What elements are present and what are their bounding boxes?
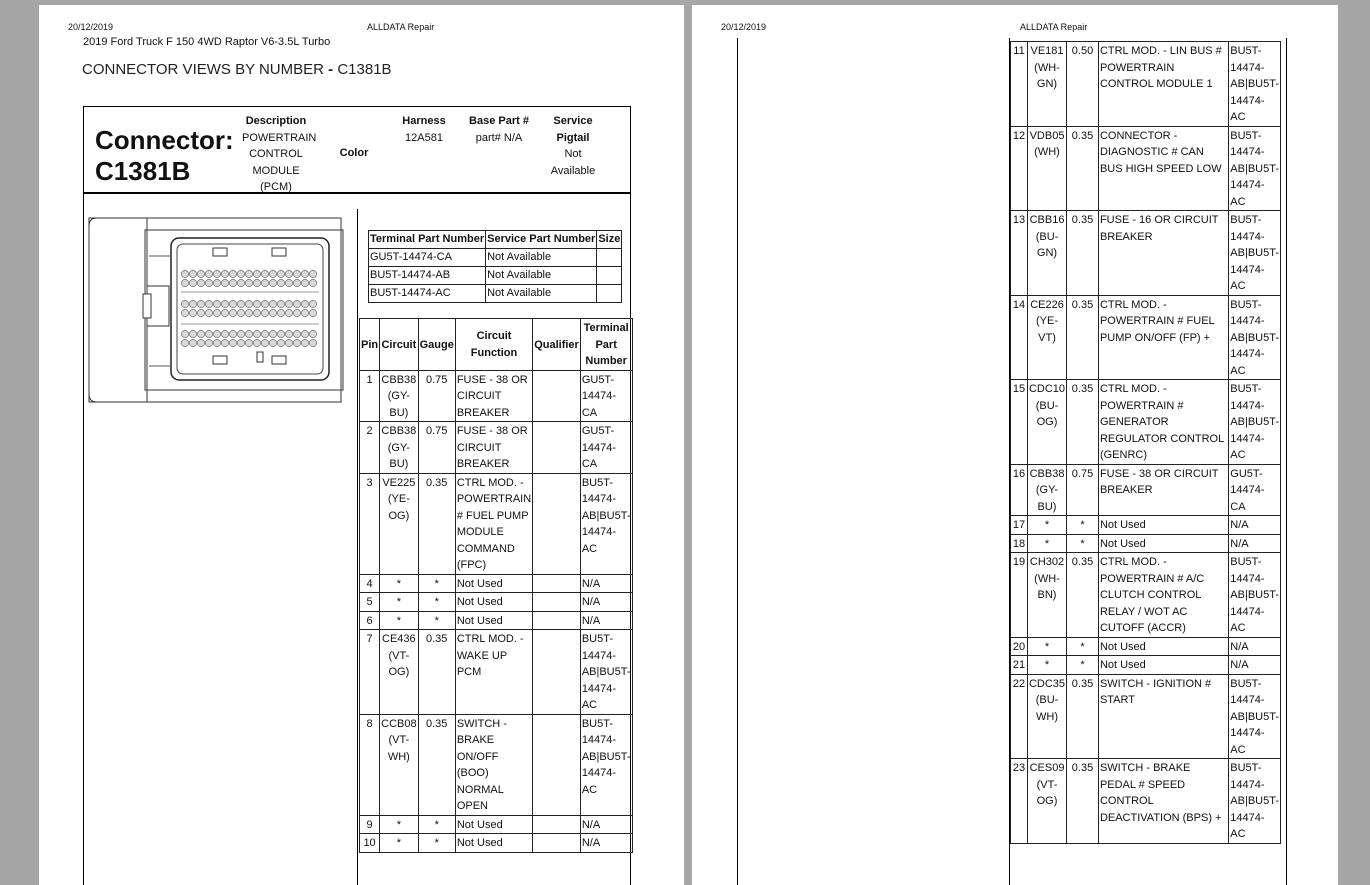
connector-label-line2: C1381B — [95, 156, 191, 186]
pin-cell: 20 — [1011, 637, 1028, 656]
circuit-cell: CE436 (VT-OG) — [380, 630, 418, 715]
gauge-cell: 0.75 — [1067, 464, 1099, 516]
pin-cell: 1 — [360, 370, 380, 422]
terminal-part-table — [368, 230, 622, 303]
table-row — [1011, 516, 1281, 535]
gauge-cell: 0.35 — [1067, 380, 1099, 465]
function-cell: Not Used — [455, 574, 532, 593]
description-block — [242, 113, 317, 196]
pin-cell: 23 — [1011, 759, 1028, 844]
gauge-cell: * — [418, 611, 455, 630]
table-row — [1011, 380, 1281, 465]
gauge-cell: 0.35 — [1067, 295, 1099, 380]
description-line: (PCM) — [260, 181, 292, 193]
page-2-left-rule — [737, 38, 738, 885]
pin-table-page-1 — [359, 318, 633, 853]
circuit-cell: CBB38 (GY-BU) — [380, 370, 418, 422]
table-row — [369, 285, 622, 303]
function-cell: CTRL MOD. - LIN BUS # POWERTRAIN CONTROL MODULE 1 — [1098, 42, 1228, 127]
service-sub-label: Pigtail — [556, 131, 590, 144]
terminal-part-cell: BU5T-14474-AB|BU5T-14474-AC — [1229, 126, 1281, 211]
base-part-label: Base Part # — [469, 115, 529, 127]
circuit-cell: CBB38 (GY-BU) — [1027, 464, 1066, 516]
table-row — [360, 714, 633, 815]
gauge-cell: * — [1067, 534, 1099, 553]
qualifier-cell — [533, 473, 581, 574]
pin-cell: 22 — [1011, 674, 1028, 759]
circuit-cell: * — [1027, 516, 1066, 535]
color-block — [334, 145, 374, 162]
color-label: Color — [339, 147, 369, 159]
pin-cell: 5 — [360, 593, 380, 612]
pin-cell: 21 — [1011, 656, 1028, 675]
table-row — [360, 815, 633, 834]
description-label: Description — [245, 115, 307, 127]
function-cell: CTRL MOD. - POWERTRAIN # A/C CLUTCH CONTROL RELAY / WOT AC CUTOFF (ACCR) — [1098, 553, 1228, 638]
pin-cell: 4 — [360, 574, 380, 593]
terminal-table-header: Service Part Number — [486, 231, 597, 249]
service-value-line: Available — [550, 164, 596, 177]
terminal-part-column-header: Terminal Part Number — [580, 319, 632, 371]
gauge-cell: 0.35 — [418, 473, 455, 574]
document-title-connector-id: C1381B — [337, 61, 392, 78]
pin-cell: 17 — [1011, 516, 1028, 535]
terminal-table-header: Terminal Part Number — [369, 231, 486, 249]
service-block — [540, 113, 606, 179]
table-row — [360, 630, 633, 715]
table-row — [369, 267, 622, 285]
terminal-part-cell: N/A — [580, 611, 632, 630]
function-cell: Not Used — [455, 611, 532, 630]
circuit-cell: VE181 (WH-GN) — [1027, 42, 1066, 127]
gauge-cell: 0.35 — [1067, 126, 1099, 211]
pin-cell: 3 — [360, 473, 380, 574]
pin-cell: 7 — [360, 630, 380, 715]
gauge-cell: 0.50 — [1067, 42, 1099, 127]
table-row — [360, 473, 633, 574]
connector-label — [95, 125, 234, 187]
circuit-cell: * — [380, 574, 418, 593]
circuit-cell: CBB38 (GY-BU) — [380, 422, 418, 474]
pin-cell: 6 — [360, 611, 380, 630]
circuit-cell: CCB08 (VT-WH) — [380, 714, 418, 815]
header-divider — [84, 193, 630, 194]
gauge-cell: 0.35 — [418, 630, 455, 715]
description-line: CONTROL — [249, 148, 303, 160]
document-page-2 — [692, 5, 1338, 885]
document-page-1 — [39, 5, 684, 885]
circuit-column-header: Circuit — [380, 319, 418, 371]
table-row — [360, 370, 633, 422]
description-line: MODULE — [252, 164, 300, 177]
table-row — [1011, 534, 1281, 553]
circuit-cell: * — [380, 834, 418, 853]
table-row — [1011, 637, 1281, 656]
circuit-cell: CDC10 (BU-OG) — [1027, 380, 1066, 465]
pin-cell: 18 — [1011, 534, 1028, 553]
connector-header — [84, 107, 630, 193]
terminal-part-cell: BU5T-14474-AB|BU5T-14474-AC — [580, 473, 632, 574]
circuit-cell: * — [380, 815, 418, 834]
qualifier-cell — [533, 611, 581, 630]
pin-cell: 16 — [1011, 464, 1028, 516]
header-date: 20/12/2019 — [721, 22, 767, 32]
qualifier-column-header: Qualifier — [533, 319, 581, 371]
terminal-part-cell: N/A — [1229, 534, 1281, 553]
function-cell: Not Used — [455, 593, 532, 612]
gauge-cell: 0.35 — [418, 714, 455, 815]
table-row — [360, 593, 633, 612]
gauge-cell: * — [418, 834, 455, 853]
terminal-part-cell: N/A — [1229, 656, 1281, 675]
table-row — [1011, 295, 1281, 380]
gauge-cell: * — [1067, 637, 1099, 656]
document-title — [82, 61, 392, 78]
service-part-cell: Not Available — [486, 285, 597, 303]
size-cell — [597, 267, 622, 285]
gauge-cell: 0.35 — [1067, 211, 1099, 296]
function-cell: Not Used — [455, 815, 532, 834]
terminal-part-cell: N/A — [580, 815, 632, 834]
qualifier-cell — [533, 593, 581, 612]
terminal-part-cell: GU5T-14474-CA — [369, 249, 486, 267]
pin-column-header: Pin — [360, 319, 380, 371]
table-row — [360, 611, 633, 630]
qualifier-cell — [533, 422, 581, 474]
pin-cell: 19 — [1011, 553, 1028, 638]
terminal-part-cell: BU5T-14474-AB|BU5T-14474-AC — [1229, 553, 1281, 638]
function-cell: CTRL MOD. - POWERTRAIN # FUEL PUMP MODULE COMMAND (FPC) — [455, 473, 532, 574]
qualifier-cell — [533, 370, 581, 422]
pin-cell: 12 — [1011, 126, 1028, 211]
function-cell: FUSE - 38 OR CIRCUIT BREAKER — [455, 422, 532, 474]
circuit-cell: CH302 (WH-BN) — [1027, 553, 1066, 638]
terminal-part-cell: N/A — [580, 593, 632, 612]
base-part-value: part# N/A — [475, 131, 523, 144]
function-cell: Not Used — [1098, 637, 1228, 656]
header-source: ALLDATA Repair — [1020, 22, 1088, 32]
gauge-cell: 0.35 — [1067, 674, 1099, 759]
terminal-part-cell: GU5T-14474-CA — [580, 370, 632, 422]
circuit-cell: * — [380, 593, 418, 612]
document-title-separator: - — [323, 61, 338, 78]
table-row — [360, 422, 633, 474]
qualifier-cell — [533, 815, 581, 834]
function-cell: Not Used — [1098, 534, 1228, 553]
function-cell: CTRL MOD. - POWERTRAIN # GENERATOR REGULATOR CONTROL (GENRC) — [1098, 380, 1228, 465]
gauge-cell: * — [418, 815, 455, 834]
table-row — [1011, 674, 1281, 759]
header-date: 20/12/2019 — [68, 22, 114, 32]
service-label: Service — [553, 115, 593, 127]
harness-block — [396, 113, 452, 146]
terminal-part-cell: GU5T-14474-CA — [580, 422, 632, 474]
terminal-table-header: Size — [597, 231, 622, 249]
terminal-part-cell: BU5T-14474-AB|BU5T-14474-AC — [1229, 674, 1281, 759]
description-line: POWERTRAIN — [242, 131, 317, 144]
table-row — [1011, 656, 1281, 675]
connector-info-box — [83, 106, 631, 885]
circuit-cell: CBB16 (BU-GN) — [1027, 211, 1066, 296]
qualifier-cell — [533, 714, 581, 815]
pin-cell: 11 — [1011, 42, 1028, 127]
harness-value: 12A581 — [405, 131, 443, 144]
terminal-part-cell: BU5T-14474-AB|BU5T-14474-AC — [1229, 211, 1281, 296]
terminal-part-cell: BU5T-14474-AB|BU5T-14474-AC — [580, 630, 632, 715]
pin-cell: 13 — [1011, 211, 1028, 296]
table-row — [360, 834, 633, 853]
circuit-cell: CE226 (YE-VT) — [1027, 295, 1066, 380]
base-part-block — [462, 113, 536, 146]
service-part-cell: Not Available — [486, 249, 597, 267]
terminal-part-cell: BU5T-14474-AB|BU5T-14474-AC — [1229, 759, 1281, 844]
document-title-text: CONNECTOR VIEWS BY NUMBER — [82, 61, 324, 78]
pin-cell: 14 — [1011, 295, 1028, 380]
pin-cell: 15 — [1011, 380, 1028, 465]
size-cell — [597, 285, 622, 303]
circuit-cell: * — [380, 611, 418, 630]
gauge-cell: 0.35 — [1067, 759, 1099, 844]
function-cell: CTRL MOD. - POWERTRAIN # FUEL PUMP ON/OFF (FP) + — [1098, 295, 1228, 380]
terminal-part-cell: N/A — [580, 574, 632, 593]
pin-cell: 10 — [360, 834, 380, 853]
table-row — [369, 249, 622, 267]
connector-label-line1: Connector: — [95, 125, 234, 155]
terminal-part-cell: BU5T-14474-AB|BU5T-14474-AC — [1229, 380, 1281, 465]
column-divider — [357, 209, 358, 885]
function-cell: SWITCH - BRAKE ON/OFF (BOO) NORMAL OPEN — [455, 714, 532, 815]
gauge-cell: * — [1067, 516, 1099, 535]
service-value-line: Not — [564, 148, 582, 160]
table-row — [1011, 42, 1281, 127]
pin-cell: 8 — [360, 714, 380, 815]
circuit-cell: * — [1027, 656, 1066, 675]
table-row — [360, 574, 633, 593]
gauge-cell: * — [418, 593, 455, 612]
function-cell: SWITCH - IGNITION # START — [1098, 674, 1228, 759]
function-cell: CONNECTOR - DIAGNOSTIC # CAN BUS HIGH SPEED LOW — [1098, 126, 1228, 211]
size-cell — [597, 249, 622, 267]
terminal-part-cell: BU5T-14474-AB|BU5T-14474-AC — [580, 714, 632, 815]
pin-cell: 9 — [360, 815, 380, 834]
circuit-cell: * — [1027, 637, 1066, 656]
terminal-part-cell: N/A — [1229, 516, 1281, 535]
gauge-cell: * — [1067, 656, 1099, 675]
gauge-cell: 0.75 — [418, 422, 455, 474]
function-cell: FUSE - 38 OR CIRCUIT BREAKER — [1098, 464, 1228, 516]
terminal-part-cell: N/A — [1229, 637, 1281, 656]
terminal-part-cell: BU5T-14474-AC — [369, 285, 486, 303]
table-row — [1011, 126, 1281, 211]
circuit-cell: * — [1027, 534, 1066, 553]
circuit-cell: CDC35 (BU-WH) — [1027, 674, 1066, 759]
gauge-cell: 0.75 — [418, 370, 455, 422]
harness-label: Harness — [402, 115, 446, 127]
function-cell: FUSE - 16 OR CIRCUIT BREAKER — [1098, 211, 1228, 296]
function-cell: Not Used — [455, 834, 532, 853]
table-row — [1011, 211, 1281, 296]
pin-table-page-2 — [1010, 41, 1281, 844]
gauge-cell: 0.35 — [1067, 553, 1099, 638]
function-cell: Not Used — [1098, 656, 1228, 675]
function-cell: FUSE - 38 OR CIRCUIT BREAKER — [455, 370, 532, 422]
terminal-part-cell: N/A — [580, 834, 632, 853]
service-part-cell: Not Available — [486, 267, 597, 285]
circuit-cell: VE225 (YE-OG) — [380, 473, 418, 574]
vehicle-title: 2019 Ford Truck F 150 4WD Raptor V6-3.5L Turbo — [83, 36, 331, 48]
pin-cell: 2 — [360, 422, 380, 474]
function-cell: CTRL MOD. - WAKE UP PCM — [455, 630, 532, 715]
terminal-part-cell: GU5T-14474-CA — [1229, 464, 1281, 516]
function-cell: Not Used — [1098, 516, 1228, 535]
table-row — [1011, 464, 1281, 516]
connector-face-diagram — [87, 216, 357, 406]
gauge-cell: * — [418, 574, 455, 593]
terminal-part-cell: BU5T-14474-AB|BU5T-14474-AC — [1229, 42, 1281, 127]
qualifier-cell — [533, 834, 581, 853]
qualifier-cell — [533, 574, 581, 593]
gauge-column-header: Gauge — [418, 319, 455, 371]
header-source: ALLDATA Repair — [367, 22, 435, 32]
circuit-cell: VDB05 (WH) — [1027, 126, 1066, 211]
circuit-cell: CES09 (VT-OG) — [1027, 759, 1066, 844]
table-row — [1011, 759, 1281, 844]
function-column-header: Circuit Function — [455, 319, 532, 371]
terminal-part-cell: BU5T-14474-AB — [369, 267, 486, 285]
terminal-part-cell: BU5T-14474-AB|BU5T-14474-AC — [1229, 295, 1281, 380]
table-row — [1011, 553, 1281, 638]
function-cell: SWITCH - BRAKE PEDAL # SPEED CONTROL DEACTIVATION (BPS) + — [1098, 759, 1228, 844]
qualifier-cell — [533, 630, 581, 715]
